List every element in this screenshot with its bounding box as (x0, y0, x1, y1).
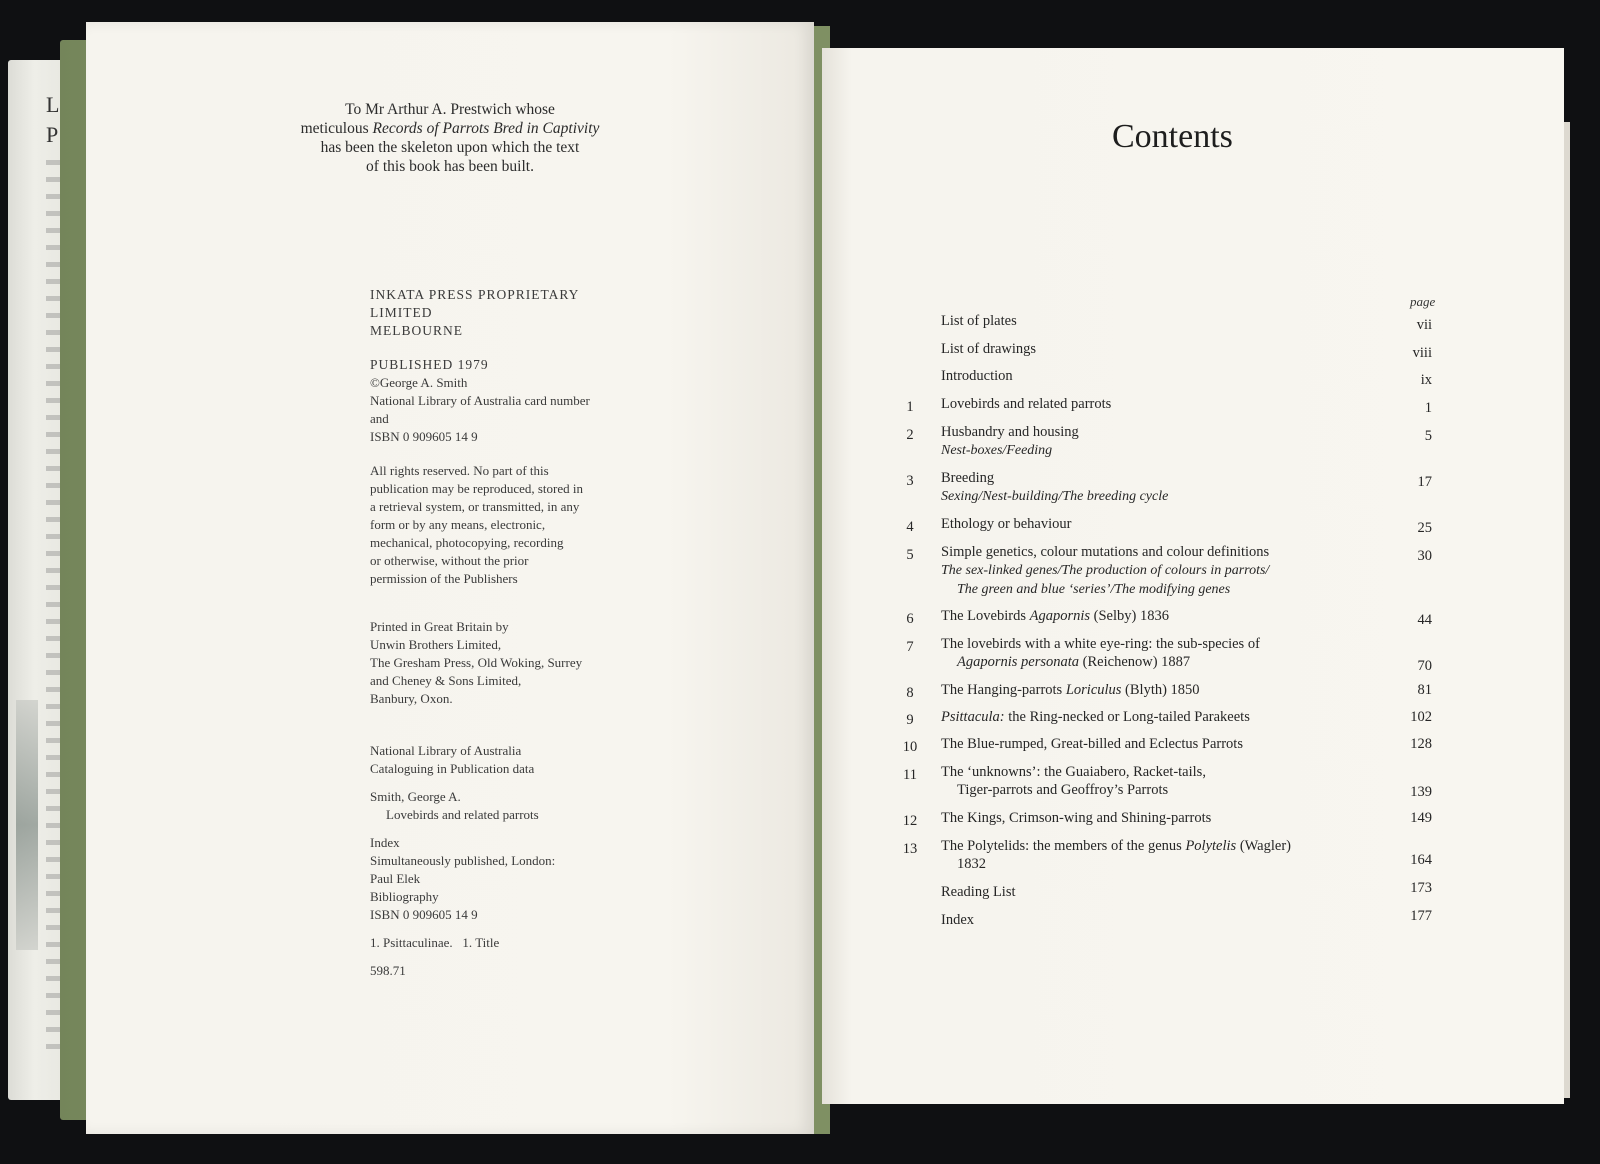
toc-title-text: (Reichenow) 1887 (1079, 654, 1191, 670)
imprint-line: or otherwise, without the prior (370, 553, 529, 568)
toc-title-text: Husbandry and housing (941, 424, 1079, 440)
imprint-line: MELBOURNE (370, 323, 463, 338)
rights-block (370, 462, 670, 588)
imprint-line: a retrieval system, or transmitted, in any (370, 499, 580, 514)
imprint-line: and Cheney & Sons Limited, (370, 673, 522, 688)
toc-title-line2: Tiger-parrots and Geoffroy’s Parrots (957, 782, 1169, 798)
imprint-line: Unwin Brothers Limited, (370, 637, 502, 652)
toc-number: 8 (906, 685, 914, 701)
toc-title-text: Simple genetics, colour mutations and colour definitions (941, 544, 1270, 560)
toc-number: 4 (906, 519, 914, 535)
imprint-line: Simultaneously published, London: (370, 853, 556, 868)
toc-title (941, 837, 1361, 873)
toc-page: 70 (1417, 658, 1432, 674)
toc-title-line2 (941, 654, 1190, 670)
toc-title (941, 423, 1361, 460)
toc-subtitle: Sexing/Nest-building/The breeding cycle (941, 489, 1169, 504)
imprint (370, 286, 670, 980)
toc-title-text: The ‘unknowns’: the Guaiabero, Racket-tails, (941, 764, 1206, 780)
imprint-line: PUBLISHED 1979 (370, 357, 489, 372)
cip-block (370, 742, 670, 980)
toc-title-italic: Loriculus (1065, 682, 1122, 698)
toc-page: 25 (1417, 520, 1432, 536)
dedication-italic: Records of Parrots Bred in Captivity (372, 120, 600, 137)
toc-title-italic: Polytelis (1185, 838, 1237, 854)
toc-title: Reading List (941, 884, 1016, 900)
toc-title-text: (Selby) 1836 (1090, 608, 1169, 624)
toc-title: Lovebirds and related parrots (941, 396, 1112, 412)
toc-title: The Kings, Crimson-wing and Shining-parrots (941, 810, 1212, 826)
toc-title: Ethology or behaviour (941, 516, 1072, 532)
toc-title (941, 607, 1361, 625)
toc-page: 102 (1410, 709, 1432, 725)
toc-title-text: (Blyth) 1850 (1121, 682, 1200, 698)
toc-title-italic: Agapornis personata (957, 654, 1080, 670)
toc-title: List of plates (941, 313, 1017, 329)
toc-number: 1 (906, 399, 914, 415)
toc-title (941, 543, 1381, 599)
toc-page: 1 (1424, 400, 1432, 416)
toc-title (941, 635, 1361, 671)
toc-page: 81 (1417, 682, 1432, 698)
imprint-line: ©George A. Smith (370, 375, 468, 390)
dedication-line: To Mr Arthur A. Prestwich whose (345, 101, 555, 118)
toc-title: The Blue-rumped, Great-billed and Eclectus Parrots (941, 736, 1243, 752)
toc-number: 9 (906, 712, 914, 728)
imprint-line: INKATA PRESS PROPRIETARY (370, 287, 580, 302)
toc-number: 12 (902, 813, 918, 829)
toc-page: 164 (1410, 852, 1432, 868)
imprint-line: Cataloguing in Publication data (370, 761, 535, 776)
dedication-line: has been the skeleton upon which the text (320, 139, 580, 156)
toc-title-line2: 1832 (957, 856, 986, 872)
toc-number: 3 (906, 473, 914, 489)
imprint-line: National Library of Australia (370, 743, 522, 758)
toc-title-text: Breeding (941, 470, 995, 486)
toc-title: Index (941, 912, 975, 928)
contents-title: Contents (1112, 118, 1233, 155)
imprint-line: Paul Elek (370, 871, 421, 886)
imprint-line: Banbury, Oxon. (370, 691, 453, 706)
toc-page: 177 (1410, 908, 1432, 924)
imprint-line: 1. Psittaculinae. 1. Title (370, 935, 500, 950)
toc-title (941, 708, 1361, 726)
imprint-line: mechanical, photocopying, recording (370, 535, 564, 550)
toc-title-italic: Agapornis (1029, 608, 1091, 624)
toc-number: 2 (906, 427, 914, 443)
toc-title-text: The Polytelids: the members of the genus (941, 838, 1186, 854)
imprint-line: form or by any means, electronic, (370, 517, 546, 532)
imprint-line: 598.71 (370, 963, 406, 978)
imprint-line: LIMITED (370, 305, 433, 320)
toc-number: 10 (902, 739, 918, 755)
toc-title (941, 763, 1361, 799)
toc-title-text: The Hanging-parrots (941, 682, 1066, 698)
toc-number: 5 (906, 547, 914, 563)
page-edge (1564, 122, 1570, 1098)
imprint-line: The Gresham Press, Old Woking, Surrey (370, 655, 583, 670)
dedication-line: of this book has been built. (366, 158, 534, 175)
imprint-line: ISBN 0 909605 14 9 (370, 907, 478, 922)
toc-page: vii (1416, 317, 1432, 333)
toc-page: 30 (1417, 548, 1432, 564)
dedication-text: meticulous (300, 120, 373, 137)
toc-title-text: (Wagler) (1236, 838, 1291, 854)
toc-subtitle: Nest-boxes/Feeding (941, 443, 1053, 458)
toc-page: 149 (1410, 810, 1432, 826)
imprint-line: National Library of Australia card number (370, 393, 590, 408)
imprint-line: All rights reserved. No part of this (370, 463, 549, 478)
toc-number: 6 (906, 611, 914, 627)
printed-block (370, 618, 670, 708)
toc-title (941, 681, 1361, 699)
toc-page: ix (1420, 372, 1432, 388)
imprint-line: Lovebirds and related parrots (386, 807, 539, 822)
imprint-line: and (370, 411, 389, 426)
imprint-line: ISBN 0 909605 14 9 (370, 429, 478, 444)
imprint-line: Bibliography (370, 889, 439, 904)
toc-page: 173 (1410, 880, 1432, 896)
toc-page: 17 (1417, 474, 1432, 490)
toc-page: 128 (1410, 736, 1432, 752)
toc-page: viii (1412, 345, 1432, 361)
imprint-line: permission of the Publishers (370, 571, 518, 586)
toc-number: 11 (903, 767, 917, 783)
toc-number: 13 (902, 841, 918, 857)
toc-page: 139 (1410, 784, 1432, 800)
imprint-line: Smith, George A. (370, 789, 461, 804)
published-block (370, 356, 670, 446)
toc-title-text: the Ring-necked or Long-tailed Parakeets (1004, 709, 1250, 725)
toc-page: 5 (1424, 428, 1432, 444)
toc-subtitle: The sex-linked genes/The production of colours in parrots/ (941, 563, 1270, 578)
publisher-block (370, 286, 670, 340)
toc-title-text: The Lovebirds (941, 608, 1030, 624)
toc-page: 44 (1417, 612, 1432, 628)
toc-title: Introduction (941, 368, 1013, 384)
toc-title: List of drawings (941, 341, 1037, 357)
toc-title (941, 469, 1361, 506)
imprint-line: Printed in Great Britain by (370, 619, 509, 634)
toc-subtitle: The green and blue ‘series’/The modifying genes (957, 582, 1231, 597)
jacket-illustration (16, 700, 38, 950)
dedication (86, 100, 814, 176)
toc-title-text: The lovebirds with a white eye-ring: the sub-species of (941, 636, 1260, 652)
page-column-header: page (1410, 294, 1436, 309)
imprint-line: publication may be reproduced, stored in (370, 481, 583, 496)
toc-number: 7 (906, 639, 914, 655)
jacket-letters: L P (46, 92, 60, 147)
imprint-line: Index (370, 835, 400, 850)
dedication-line (86, 119, 814, 138)
toc-title-italic: Psittacula: (941, 709, 1005, 725)
